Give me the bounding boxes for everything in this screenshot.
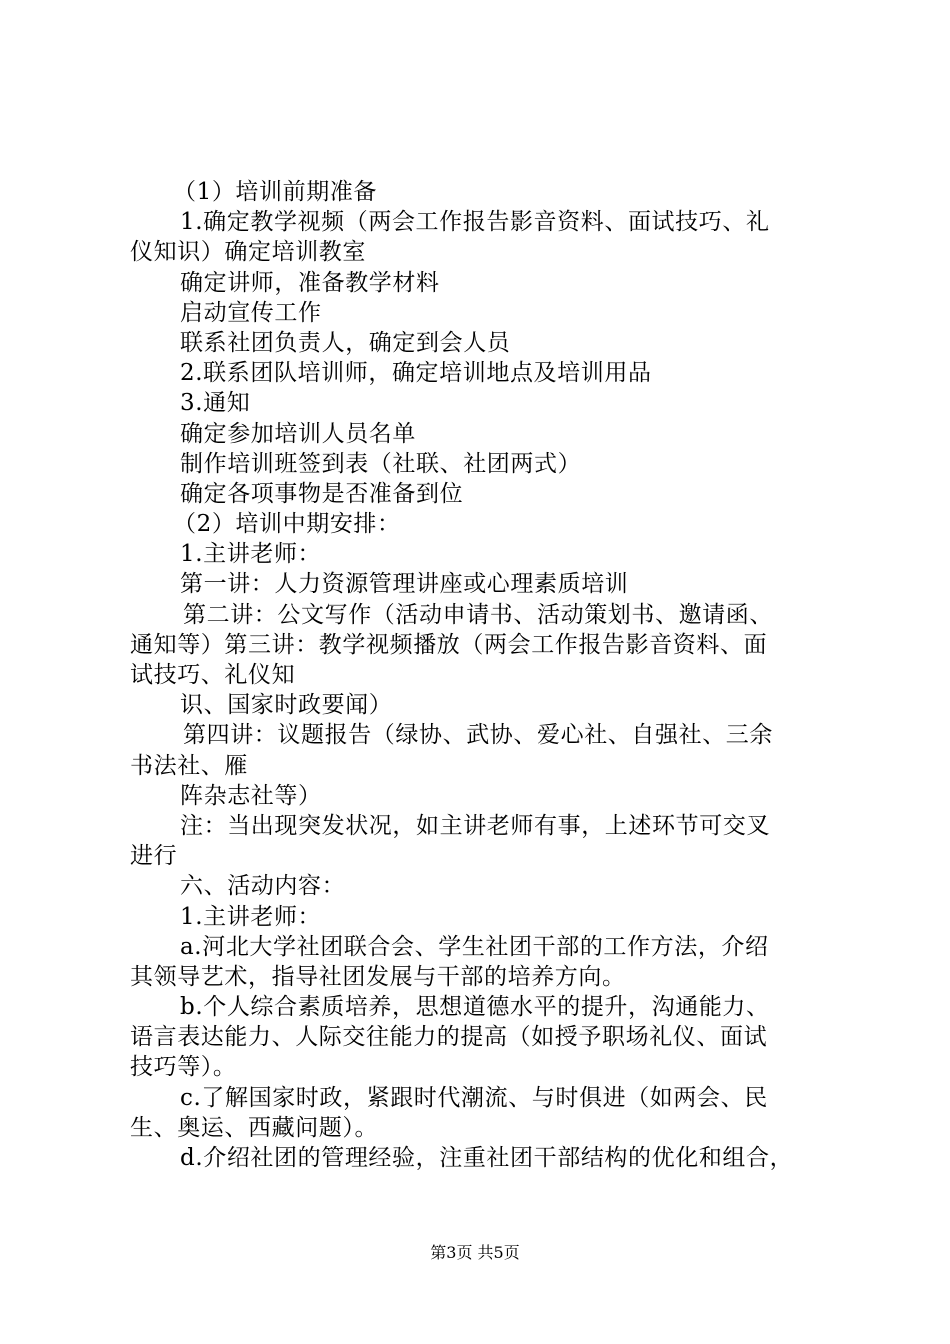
text-line: d.介绍社团的管理经验，注重社团干部结构的优化和组合， xyxy=(180,1145,794,1171)
text-line: 书法社、雁 xyxy=(130,752,248,779)
text-line: 阵杂志社等） xyxy=(180,782,322,809)
text-line: 识、国家时政要闻） xyxy=(180,692,393,719)
text-line: 制作培训班签到表（社联、社团两式） xyxy=(180,450,582,477)
text-line: 注：当出现突发状况，如主讲老师有事，上述环节可交叉 xyxy=(180,812,770,839)
text-line: 1.确定教学视频（两会工作报告影音资料、面试技巧、礼 xyxy=(180,209,770,236)
text-line: 确定各项事物是否准备到位 xyxy=(180,480,464,507)
text-line: 1.主讲老师： xyxy=(180,541,322,568)
text-line: 第一讲：人力资源管理讲座或心理素质培训 xyxy=(180,571,629,598)
text-line: 其领导艺术，指导社团发展与干部的培养方向。 xyxy=(130,963,626,990)
text-line: 生、奥运、西藏问题）。 xyxy=(130,1114,379,1141)
page-number-label: 第3页 共5页 xyxy=(430,1243,520,1262)
text-line: 1.主讲老师： xyxy=(180,903,322,930)
text-line: 语言表达能力、人际交往能力的提高（如授予职场礼仪、面试 xyxy=(130,1024,768,1051)
text-line: （1）培训前期准备 xyxy=(173,179,378,205)
text-line: 试技巧、礼仪知 xyxy=(130,662,296,688)
text-line: 联系社团负责人，确定到会人员 xyxy=(180,329,511,356)
text-line: 技巧等）。 xyxy=(130,1054,237,1081)
text-line: 确定讲师，准备教学材料 xyxy=(180,269,440,296)
text-line: 通知等）第三讲：教学视频播放（两会工作报告影音资料、面 xyxy=(130,631,768,658)
text-line: 第四讲：议题报告（绿协、武协、爱心社、自强社、三余 xyxy=(183,722,773,749)
text-line: 仪知识）确定培训教室 xyxy=(130,239,366,266)
text-line: 确定参加培训人员名单 xyxy=(180,420,416,447)
text-line: a.河北大学社团联合会、学生社团干部的工作方法，介绍 xyxy=(180,933,769,960)
text-line: 进行 xyxy=(130,843,178,870)
text-line: c.了解国家时政，紧跟时代潮流、与时俱进（如两会、民 xyxy=(180,1084,768,1111)
text-line: 第二讲：公文写作（活动申请书、活动策划书、邀请函、 xyxy=(183,601,773,628)
text-line: 2.联系团队培训师，确定培训地点及培训用品 xyxy=(180,360,652,387)
document-body xyxy=(130,177,835,1173)
text-line: （2）培训中期安排： xyxy=(173,511,401,538)
text-line: b.个人综合素质培养，思想道德水平的提升，沟通能力、 xyxy=(180,994,770,1021)
text-line: 启动宣传工作 xyxy=(180,299,322,326)
text-line: 3.通知 xyxy=(180,390,251,417)
page-footer xyxy=(0,1243,950,1263)
text-line: 六、活动内容： xyxy=(180,873,346,900)
